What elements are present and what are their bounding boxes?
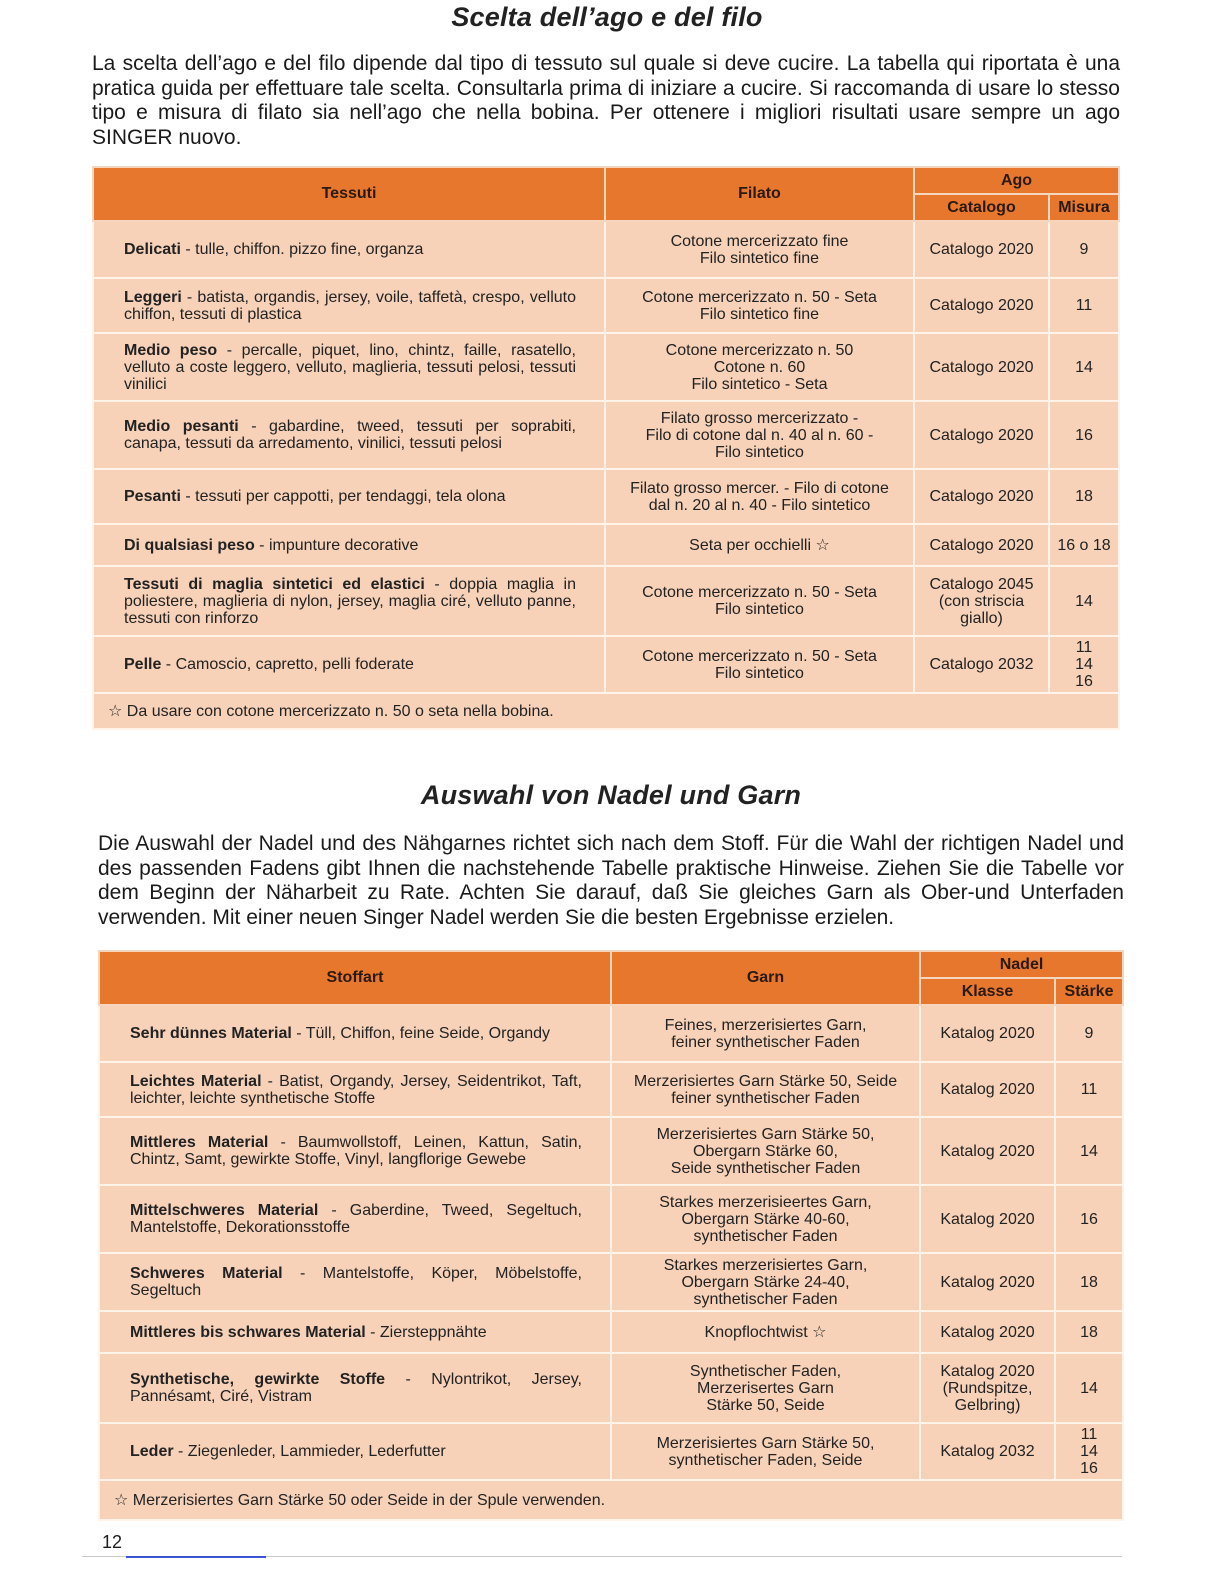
thread-cell: Feines, merzerisiertes Garn, feiner synthetischer Faden [611, 1005, 920, 1062]
fabric-cell: Pesanti - tessuti per cappotti, per tendaggi, tela olona [93, 469, 605, 524]
size-cell: 9 [1055, 1005, 1123, 1062]
size-cell: 11 [1055, 1062, 1123, 1117]
thread-cell: Cotone mercerizzato n. 50 - Seta Filo sintetico fine [605, 278, 914, 333]
thread-cell: Merzerisiertes Garn Stärke 50, Obergarn Stärke 60, Seide synthetischer Faden [611, 1117, 920, 1185]
size-cell: 18 [1055, 1253, 1123, 1311]
thread-cell: Merzerisiertes Garn Stärke 50, Seide feiner synthetischer Faden [611, 1062, 920, 1117]
catalog-cell: Catalogo 2020 [914, 524, 1049, 566]
german-table-wrap [98, 950, 1122, 1521]
fabric-cell: Sehr dünnes Material - Tüll, Chiffon, feine Seide, Organdy [99, 1005, 611, 1062]
header-needle: Nadel [920, 951, 1123, 978]
size-cell: 9 [1049, 221, 1119, 278]
catalog-cell: Catalogo 2020 [914, 221, 1049, 278]
footnote-row [99, 1480, 1123, 1520]
catalog-cell: Catalogo 2020 [914, 333, 1049, 401]
catalog-cell: Catalogo 2020 [914, 469, 1049, 524]
catalog-cell: Katalog 2020 (Rundspitze, Gelbring) [920, 1353, 1055, 1423]
table-row [93, 333, 1119, 401]
size-cell: 14 [1049, 333, 1119, 401]
catalog-cell: Katalog 2020 [920, 1117, 1055, 1185]
table-row [99, 1253, 1123, 1311]
german-rows [99, 1005, 1123, 1520]
size-cell: 18 [1055, 1311, 1123, 1353]
thread-cell: Filato grosso mercer. - Filo di cotone dal n. 20 al n. 40 - Filo sintetico [605, 469, 914, 524]
size-cell: 14 [1055, 1353, 1123, 1423]
fabric-cell: Leder - Ziegenleder, Lammieder, Lederfutter [99, 1423, 611, 1480]
page-number: 12 [102, 1532, 123, 1552]
thread-cell: Starkes merzerisieertes Garn, Obergarn Stärke 40-60, synthetischer Faden [611, 1185, 920, 1253]
table-row [99, 1423, 1123, 1480]
size-cell: 18 [1049, 469, 1119, 524]
size-cell: 11 14 16 [1055, 1423, 1123, 1480]
size-cell: 14 [1049, 566, 1119, 636]
thread-cell: Cotone mercerizzato n. 50 - Seta Filo sintetico [605, 566, 914, 636]
fabric-cell: Mittelschweres Material - Gaberdine, Tweed, Segeltuch, Mantelstoffe, Dekorationsstoffe [99, 1185, 611, 1253]
table-row [99, 1353, 1123, 1423]
fabric-cell: Mittleres Material - Baumwollstoff, Leinen, Kattun, Satin, Chintz, Samt, gewirkte Stoffe, Vinyl, langflorige Gewebe [99, 1117, 611, 1185]
fabric-cell: Pelle - Camoscio, capretto, pelli foderate [93, 636, 605, 693]
italian-section [92, 0, 1122, 150]
bottom-accent-line [126, 1556, 266, 1558]
table-row [93, 566, 1119, 636]
italian-table-wrap [92, 166, 1118, 730]
german-footnote: ☆ Merzerisiertes Garn Stärke 50 oder Seide in der Spule verwenden. [99, 1480, 1123, 1520]
catalog-cell: Katalog 2020 [920, 1311, 1055, 1353]
header-size: Stärke [1055, 978, 1123, 1005]
header-thread: Garn [611, 951, 920, 1005]
catalog-cell: Catalogo 2020 [914, 278, 1049, 333]
german-table [98, 950, 1124, 1521]
table-row [93, 221, 1119, 278]
fabric-cell: Di qualsiasi peso - impunture decorative [93, 524, 605, 566]
header-catalog: Catalogo [914, 194, 1049, 221]
size-cell: 11 14 16 [1049, 636, 1119, 693]
fabric-cell: Synthetische, gewirkte Stoffe - Nylontrikot, Jersey, Pannésamt, Ciré, Vistram [99, 1353, 611, 1423]
fabric-cell: Tessuti di maglia sintetici ed elastici - doppia maglia in poliestere, maglieria di nylon, jersey, maglia ciré, velluto panne, tessuti con rinforzo [93, 566, 605, 636]
italian-rows [93, 221, 1119, 729]
footnote-row [93, 693, 1119, 729]
italian-intro: La scelta dell’ago e del filo dipende dal tipo di tessuto sul quale si deve cucire. La tabella qui riportata è una pratica guida per effettuare tale scelta. Consultarla prima di iniziare a cucire. Si raccomanda di usare lo stesso tipo e misura di filato sia nell’ago che nella bobina. Per ottenere i migliori risultati usare sempre un ago SINGER nuovo. [92, 52, 1120, 149]
catalog-cell: Katalog 2020 [920, 1062, 1055, 1117]
table-row [99, 1005, 1123, 1062]
thread-cell: Seta per occhielli ☆ [605, 524, 914, 566]
table-row [93, 278, 1119, 333]
table-row [99, 1311, 1123, 1353]
table-row [93, 469, 1119, 524]
fabric-cell: Leggeri - batista, organdis, jersey, voile, taffetà, crespo, velluto chiffon, tessuti di plastica [93, 278, 605, 333]
catalog-cell: Katalog 2032 [920, 1423, 1055, 1480]
size-cell: 11 [1049, 278, 1119, 333]
italian-title: Scelta dell’ago e del filo [451, 2, 763, 32]
thread-cell: Filato grosso mercerizzato - Filo di cotone dal n. 40 al n. 60 - Filo sintetico [605, 401, 914, 469]
header-size: Misura [1049, 194, 1119, 221]
table-row [99, 1117, 1123, 1185]
header-catalog: Klasse [920, 978, 1055, 1005]
thread-cell: Cotone mercerizzato n. 50 Cotone n. 60 Filo sintetico - Seta [605, 333, 914, 401]
size-cell: 16 [1049, 401, 1119, 469]
table-row [99, 1062, 1123, 1117]
size-cell: 16 [1055, 1185, 1123, 1253]
header-needle: Ago [914, 167, 1119, 194]
table-row [99, 1185, 1123, 1253]
header-fabric: Stoffart [99, 951, 611, 1005]
fabric-cell: Delicati - tulle, chiffon. pizzo fine, organza [93, 221, 605, 278]
catalog-cell: Catalogo 2032 [914, 636, 1049, 693]
thread-cell: Synthetischer Faden, Merzerisertes Garn Stärke 50, Seide [611, 1353, 920, 1423]
catalog-cell: Catalogo 2045 (con striscia giallo) [914, 566, 1049, 636]
table-row [93, 401, 1119, 469]
thread-cell: Cotone mercerizzato fine Filo sintetico fine [605, 221, 914, 278]
thread-cell: Cotone mercerizzato n. 50 - Seta Filo sintetico [605, 636, 914, 693]
german-title: Auswahl von Nadel und Garn [420, 780, 802, 810]
fabric-cell: Leichtes Material - Batist, Organdy, Jersey, Seidentrikot, Taft, leichter, leichte synthetische Stoffe [99, 1062, 611, 1117]
catalog-cell: Katalog 2020 [920, 1253, 1055, 1311]
italian-footnote: ☆ Da usare con cotone mercerizzato n. 50 o seta nella bobina. [93, 693, 1119, 729]
thread-cell: Merzerisiertes Garn Stärke 50, synthetischer Faden, Seide [611, 1423, 920, 1480]
italian-table [92, 166, 1120, 730]
table-row [93, 524, 1119, 566]
header-fabric: Tessuti [93, 167, 605, 221]
fabric-cell: Mittleres bis schwares Material - Ziersteppnähte [99, 1311, 611, 1353]
header-thread: Filato [605, 167, 914, 221]
catalog-cell: Catalogo 2020 [914, 401, 1049, 469]
german-section [98, 780, 1124, 930]
thread-cell: Starkes merzerisiertes Garn, Obergarn Stärke 24-40, synthetischer Faden [611, 1253, 920, 1311]
catalog-cell: Katalog 2020 [920, 1005, 1055, 1062]
fabric-cell: Schweres Material - Mantelstoffe, Köper, Möbelstoffe, Segeltuch [99, 1253, 611, 1311]
size-cell: 14 [1055, 1117, 1123, 1185]
german-intro: Die Auswahl der Nadel und des Nähgarnes richtet sich nach dem Stoff. Für die Wahl der richtigen Nadel und des passenden Fadens gibt Ihnen die nachstehende Tabelle praktische Hinweise. Ziehen Sie die Tabelle vor dem Beginn der Näharbeit zu Rate. Achten Sie darauf, daß Sie gleiches Garn als Ober-und Unterfaden verwenden. Mit einer neuen Singer Nadel werden Sie die besten Ergebnisse erzielen. [98, 832, 1124, 929]
fabric-cell: Medio pesanti - gabardine, tweed, tessuti per soprabiti, canapa, tessuti da arredamento, vinilici, tessuti pelosi [93, 401, 605, 469]
catalog-cell: Katalog 2020 [920, 1185, 1055, 1253]
table-row [93, 636, 1119, 693]
fabric-cell: Medio peso - percalle, piquet, lino, chintz, faille, rasatello, velluto a coste leggero, velluto, maglieria, tessuti pelosi, tessuti vinilici [93, 333, 605, 401]
thread-cell: Knopflochtwist ☆ [611, 1311, 920, 1353]
size-cell: 16 o 18 [1049, 524, 1119, 566]
